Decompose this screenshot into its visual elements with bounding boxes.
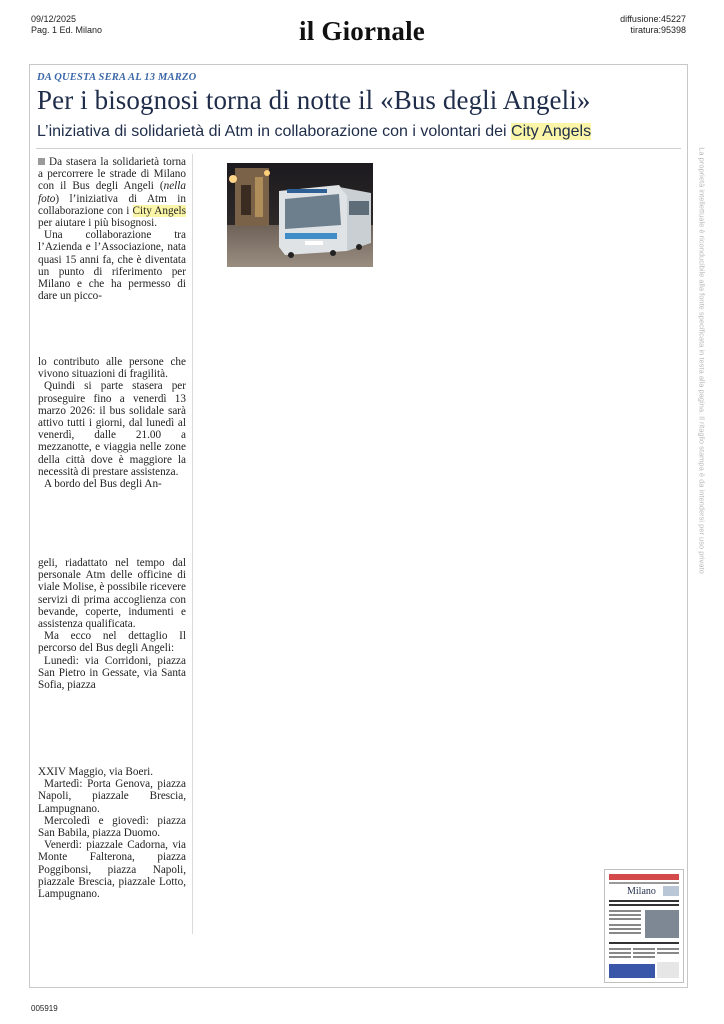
body-block-4 [38, 766, 186, 900]
title-divider [36, 148, 681, 149]
subhead-text: L’iniziativa di solidarietà di Atm in collaborazione con i volontari dei [37, 123, 512, 140]
footer-code: 005919 [31, 1004, 58, 1013]
diffusione: diffusione:45227 [620, 14, 686, 24]
header-right [620, 14, 686, 36]
paragraph-6: geli, riadattato nel tempo dal personale Atm delle officine di viale Molise, è possibile ricevere servizi di prima accoglienza con bevande, coperte, indumenti e assistenza qualificata. [38, 557, 186, 631]
copyright-notice [697, 66, 707, 666]
column-rule [192, 154, 193, 934]
article-subhead [37, 123, 591, 141]
paragraph-8: Lunedì: via Corridoni, piazza San Pietro in Gessate, via Santa Sofia, piazza [38, 654, 186, 692]
article-kicker: DA QUESTA SERA AL 13 MARZO [37, 72, 197, 83]
paragraph-11: Mercoledì e giovedì: piazza San Babila, piazza Duomo. [38, 814, 186, 840]
page-thumbnail-image [605, 870, 683, 982]
tiratura: tiratura:95398 [630, 25, 686, 35]
page-info: Pag. 1 Ed. Milano [31, 25, 103, 35]
publication-date: 09/12/2025 [31, 14, 77, 24]
thumbnail-label: Milano [627, 886, 656, 897]
masthead-logo: il Giornale [299, 16, 425, 46]
paragraph-5: A bordo del Bus degli An- [44, 478, 162, 491]
page-thumbnail [604, 869, 684, 983]
bus-photo [227, 163, 373, 267]
article-headline: Per i bisognosi torna di notte il «Bus degli Angeli» [37, 85, 591, 115]
lead-square-icon [38, 158, 45, 165]
city-angels-highlight: City Angels [132, 204, 186, 217]
paragraph-3: lo contributo alle persone che vivono situazioni di fragilità. [38, 356, 186, 381]
paragraph-9: XXIV Maggio, via Boeri. [38, 766, 154, 778]
paragraph-7: Ma ecco nel dettaglio Il percorso del Bus degli Angeli: [38, 630, 186, 655]
paragraph-1: Da stasera la solidarietà torna a percorrere le strade di Milano con il Bus degli Angeli (nella foto) l’iniziativa di Atm in collaborazione con i City Angels per aiutare i più bisognosi. [38, 156, 186, 230]
paragraph-12: Venerdì: piazzale Cadorna, via Monte Falterona, piazza Poggibonsi, piazza Napoli, piazzale Brescia, piazzale Lotto, Lampugnano. [38, 839, 186, 901]
paragraph-2: Una collaborazione tra l’Azienda e l’Associazione, nata quasi 15 anni fa, che è diventata un punto di riferimento per Milano e che ha permesso di dare un picco- [38, 229, 186, 303]
body-block-3 [38, 557, 186, 691]
copyright-notice-text: La proprietà intellettuale è riconducibile alla fonte specificata in testa alla pagina. Il ritaglio stampa è da intendersi per uso privato [697, 147, 707, 574]
body-block-1 [38, 156, 186, 302]
paragraph-10: Martedì: Porta Genova, piazza Napoli, piazzale Brescia, Lampugnano. [38, 778, 186, 815]
bus-photo-illustration [227, 163, 373, 267]
paragraph-4: Quindi si parte stasera per proseguire fino a venerdì 13 marzo 2026: il bus solidale sarà attivo tutti i giorni, dal lunedì al venerdì, dalle 21.00 a mezzanotte, e viaggia nelle zone della città dove è maggiore la necessità di prestare assistenza. [38, 380, 186, 478]
subhead-highlight: City Angels [511, 123, 592, 140]
body-block-2 [38, 356, 186, 490]
